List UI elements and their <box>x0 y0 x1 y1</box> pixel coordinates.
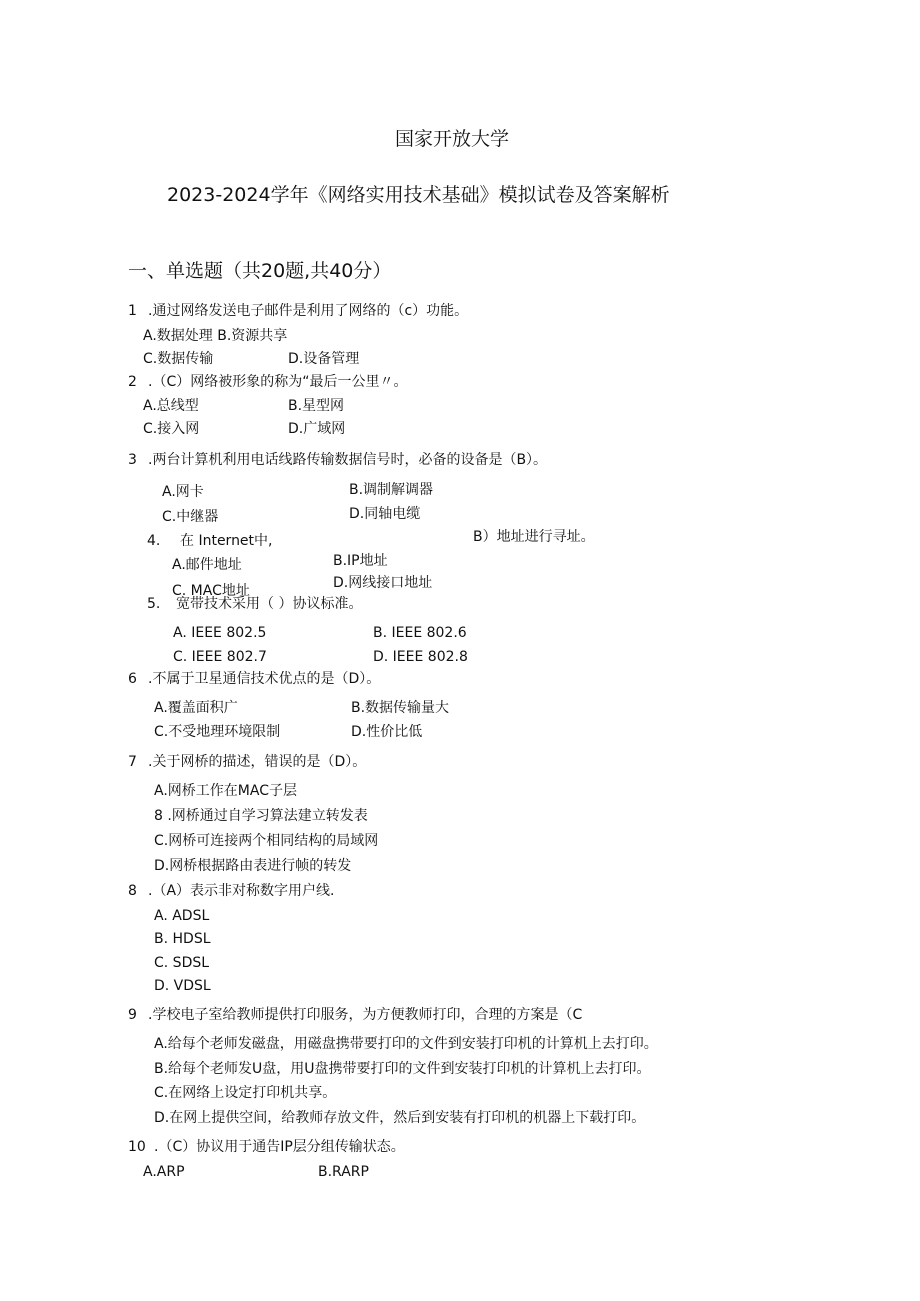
question-text-tail: B）地址进行寻址。 <box>473 529 595 545</box>
question-text: 宽带技术采用（ ）协议标准。 <box>176 596 363 612</box>
question-text: .关于网桥的描述，错误的是（D）。 <box>148 754 367 770</box>
question-number: 2 <box>128 374 137 390</box>
question-number: 4. <box>147 533 161 549</box>
question-text: .两台计算机利用电话线路传输数据信号时，必备的设备是（B）。 <box>148 452 548 468</box>
option: D.广域网 <box>288 421 346 437</box>
question-number: 6 <box>128 671 137 687</box>
option: B.RARP <box>318 1164 369 1180</box>
question-number: 10 <box>128 1139 146 1155</box>
option: B.调制解调器 <box>349 482 434 498</box>
option: D.性价比低 <box>351 724 423 740</box>
option: C.接入网 <box>143 421 200 437</box>
option: A. IEEE 802.5 <box>173 625 267 641</box>
question-number: 3 <box>128 452 137 468</box>
question-text: 在 Internet中, <box>180 533 273 549</box>
option: A.数据处理 B.资源共享 <box>143 328 288 344</box>
option: C. SDSL <box>154 955 210 971</box>
option: C.在网络上设定打印机共享。 <box>154 1085 337 1101</box>
section-heading: 一、单选题（共20题,共40分） <box>128 260 392 282</box>
option: D.设备管理 <box>288 351 360 367</box>
question-number: 7 <box>128 754 137 770</box>
option: B. HDSL <box>154 931 211 947</box>
question-number: 8 <box>128 883 137 899</box>
option: C.中继器 <box>162 509 219 525</box>
option: C.网桥可连接两个相同结构的局域网 <box>154 833 379 849</box>
option: B.星型网 <box>288 398 345 414</box>
question-text: .通过网络发送电子邮件是利用了网络的（c）功能。 <box>148 303 469 319</box>
option: D. VDSL <box>154 978 211 994</box>
option: A.网桥工作在MAC子层 <box>154 783 297 799</box>
option: B. IEEE 802.6 <box>373 625 467 641</box>
option: 8 .网桥通过自学习算法建立转发表 <box>154 808 368 824</box>
option: A.网卡 <box>162 484 204 500</box>
question-text: .（C）协议用于通告IP层分组传输状态。 <box>154 1139 405 1155</box>
option: D.在网上提供空间，给教师存放文件，然后到安装有打印机的机器上下载打印。 <box>154 1110 646 1126</box>
option: B.IP地址 <box>333 553 388 569</box>
option: A. ADSL <box>154 908 210 924</box>
option: A.邮件地址 <box>172 557 242 573</box>
exam-title: 2023-2024学年《网络实用技术基础》模拟试卷及答案解析 <box>167 184 670 206</box>
school-name: 国家开放大学 <box>395 128 510 150</box>
option: A.给每个老师发磁盘，用磁盘携带要打印的文件到安装打印机的计算机上去打印。 <box>154 1036 658 1052</box>
option: C. IEEE 802.7 <box>173 649 267 665</box>
option: A.总线型 <box>143 398 199 414</box>
question-number: 9 <box>128 1007 137 1023</box>
question-text: .（C）网络被形象的称为“最后一公里〃。 <box>148 374 408 390</box>
option: D. IEEE 802.8 <box>373 649 468 665</box>
option: C.不受地理环境限制 <box>154 724 281 740</box>
question-number: 5. <box>147 596 161 612</box>
option: A.ARP <box>143 1164 185 1180</box>
option: C.数据传输 <box>143 351 214 367</box>
option: D.网线接口地址 <box>333 575 433 591</box>
option: C. MAC地址 <box>172 583 250 599</box>
option: D.同轴电缆 <box>349 506 421 522</box>
option: B.数据传输量大 <box>351 700 450 716</box>
option: D.网桥根据路由表进行帧的转发 <box>154 858 352 874</box>
question-text: .（A）表示非对称数字用户线. <box>148 883 335 899</box>
option: B.给每个老师发U盘，用U盘携带要打印的文件到安装打印机的计算机上去打印。 <box>154 1061 651 1077</box>
question-number: 1 <box>128 303 137 319</box>
option: A.覆盖面积广 <box>154 700 238 716</box>
question-text: .不属于卫星通信技术优点的是（D）。 <box>148 671 381 687</box>
question-text: .学校电子室给教师提供打印服务，为方便教师打印，合理的方案是（C <box>148 1007 583 1023</box>
